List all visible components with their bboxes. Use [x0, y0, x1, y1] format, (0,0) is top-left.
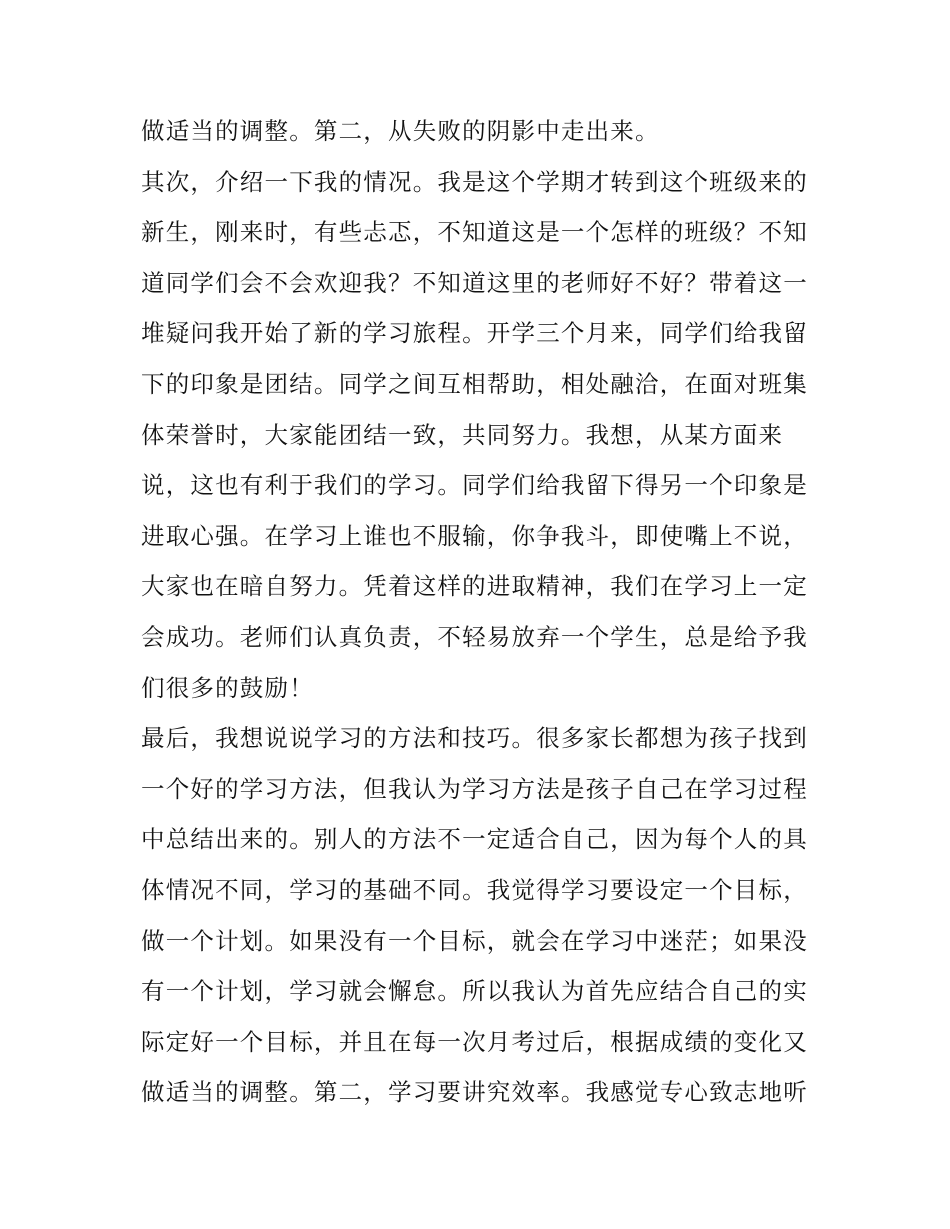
text-line: 际定好一个目标，并且在每一次月考过后，根据成绩的变化又 — [141, 1027, 808, 1056]
text-line: 下的印象是团结。同学之间互相帮助，相处融洽，在面对班集 — [141, 369, 808, 398]
body-text — [141, 106, 821, 1118]
text-line: 大家也在暗自努力。凭着这样的进取精神，我们在学习上一定 — [141, 572, 808, 601]
text-line: 中总结出来的。别人的方法不一定适合自己，因为每个人的具 — [141, 825, 808, 854]
text-line: 新生，刚来时，有些忐忑，不知道这是一个怎样的班级？不知 — [141, 218, 808, 247]
text-line: 们很多的鼓励！ — [141, 673, 314, 702]
text-line: 说，这也有利于我们的学习。同学们给我留下得另一个印象是 — [141, 471, 808, 500]
text-line: 最后，我想说说学习的方法和技巧。很多家长都想为孩子找到 — [141, 724, 808, 753]
text-line: 做一个计划。如果没有一个目标，就会在学习中迷茫；如果没 — [141, 926, 808, 955]
text-line: 做适当的调整。第二，学习要讲究效率。我感觉专心致志地听 — [141, 1078, 808, 1107]
text-line: 体情况不同，学习的基础不同。我觉得学习要设定一个目标， — [141, 875, 808, 904]
text-line: 道同学们会不会欢迎我？不知道这里的老师好不好？带着这一 — [141, 268, 808, 297]
text-line: 会成功。老师们认真负责，不轻易放弃一个学生，总是给予我 — [141, 622, 808, 651]
text-line: 有一个计划，学习就会懈怠。所以我认为首先应结合自己的实 — [141, 977, 808, 1006]
text-line: 做适当的调整。第二，从失败的阴影中走出来。 — [141, 117, 660, 145]
text-line: 进取心强。在学习上谁也不服输，你争我斗，即使嘴上不说， — [141, 521, 808, 550]
text-line: 一个好的学习方法，但我认为学习方法是孩子自己在学习过程 — [141, 774, 808, 803]
text-line: 其次，介绍一下我的情况。我是这个学期才转到这个班级来的 — [141, 167, 808, 196]
text-line: 体荣誉时，大家能团结一致，共同努力。我想，从某方面来 — [141, 420, 784, 449]
text-line: 堆疑问我开始了新的学习旅程。开学三个月来，同学们给我留 — [141, 319, 808, 348]
